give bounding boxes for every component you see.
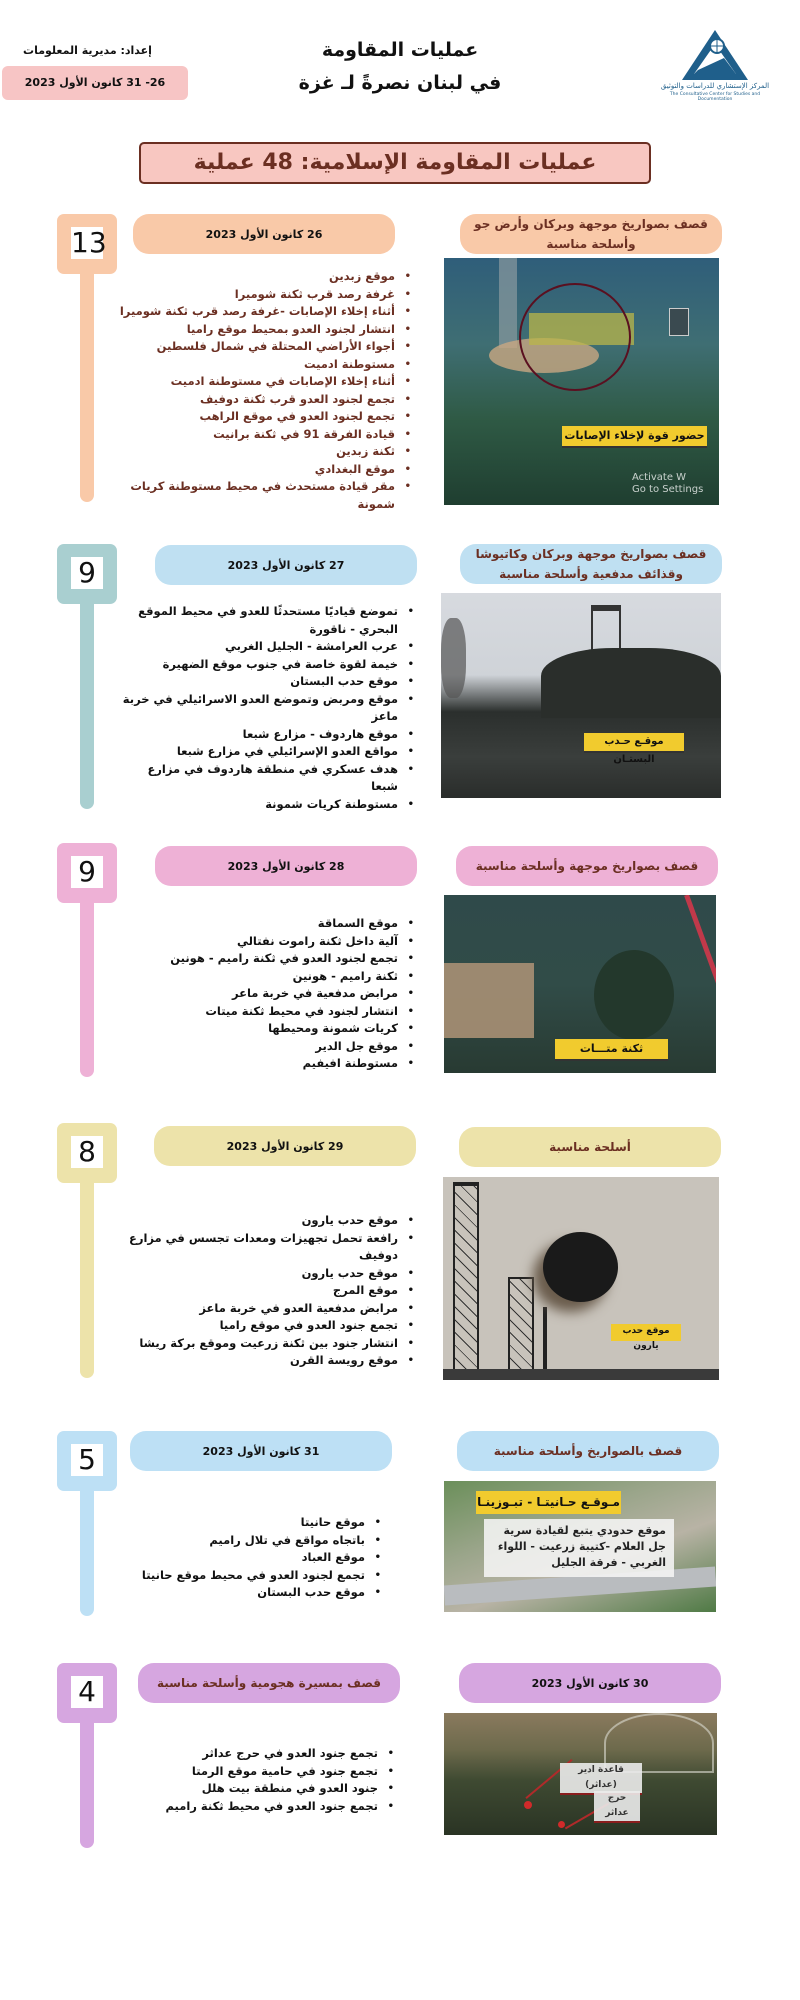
target-item: • أثناء إخلاء الإصابات -غرفة رصد قرب ثكنة شوميرا <box>100 303 415 321</box>
target-item: • موقع العباد <box>140 1549 385 1567</box>
timeline-stem <box>80 903 94 1077</box>
operation-photo <box>444 1481 716 1612</box>
weapons-pill: قصف بمسيرة هجومية وأسلحة مناسبة <box>138 1663 400 1703</box>
target-item: • خيمة لقوة خاصة في جنوب موقع الضهيرة <box>118 656 418 674</box>
target-item: • باتجاه مواقع في تلال راميم <box>140 1532 385 1550</box>
target-item: • آلية داخل ثكنة راموت نفتالي <box>110 933 418 951</box>
weapons-pill: قصف بصواريخ موجهة وبركان وكاتيوشا وقذائف مدفعية وأسلحة مناسبة <box>460 544 722 584</box>
operations-count: 9 <box>71 856 103 888</box>
date-pill: 27 كانون الأول 2023 <box>155 545 417 585</box>
target-item: • تجمع لجنود العدو قرب ثكنة دوفيف <box>100 391 415 409</box>
logo-emblem-icon <box>680 28 750 82</box>
target-item: • مستوطنة افيفيم <box>110 1055 418 1073</box>
date-pill: 30 كانون الأول 2023 <box>459 1663 721 1703</box>
target-item: • موقع حانيتا <box>140 1514 385 1532</box>
timeline-stem <box>80 274 94 502</box>
day-section <box>0 1660 800 1860</box>
photo-description: موقع حدودي يتبع لقيادة سرية جل العلام -كتيبة زرعيت - اللواء الغربي - فرقة الجليل <box>484 1519 674 1577</box>
target-item: • تجمع جنود في حامية موقع الرمتا <box>160 1763 398 1781</box>
target-item: • تجمع جنود العدو في حرج عداثر <box>160 1745 398 1763</box>
weapons-pill: قصف بصواريخ موجهة وبركان وأرض جو وأسلحة مناسبة <box>460 214 722 254</box>
title-line-1: عمليات المقاومة <box>321 39 479 61</box>
watermark-text <box>632 472 703 496</box>
target-item: • موقع السماقة <box>110 915 418 933</box>
operations-count-card <box>57 1431 117 1491</box>
target-item: • جنود العدو في منطقة بيت هلل <box>160 1780 398 1798</box>
operations-count: 4 <box>71 1676 103 1708</box>
operations-count-card <box>57 214 117 274</box>
target-item: • ثكنة زبدين <box>100 443 415 461</box>
targets-list <box>160 1745 398 1815</box>
target-item: • موقع حدب البستان <box>118 673 418 691</box>
map-label: حرج عداثر <box>594 1791 640 1823</box>
prepared-by: إعداد: مديرية المعلومات <box>23 44 152 57</box>
timeline-stem <box>80 1723 94 1848</box>
day-section <box>0 210 800 520</box>
operations-count-card <box>57 1123 117 1183</box>
target-item: • موقع ومربض وتموضع العدو الاسرائيلي في خربة ماعز <box>118 691 418 726</box>
weapons-pill: أسلحة مناسبة <box>459 1127 721 1167</box>
operation-photo <box>441 593 721 798</box>
day-section <box>0 1123 800 1393</box>
photo-caption: موقع حدب يارون <box>611 1324 681 1341</box>
logo-text-ar: المركز الإستشاري للدراسات والتوثيق <box>660 82 770 90</box>
watermark-line-2: Go to Settings <box>632 484 704 495</box>
target-item: • تجمع لجنود العدو في ثكنة راميم - هونين <box>110 950 418 968</box>
target-item: • قيادة الفرقة 91 في ثكنة برانيت <box>100 426 415 444</box>
targets-list <box>118 1212 418 1370</box>
target-item: • موقع جل الدير <box>110 1038 418 1056</box>
operations-count-card <box>57 843 117 903</box>
target-item: • موقع رويسة القرن <box>118 1352 418 1370</box>
target-item: • تجمع لجنود العدو في موقع الراهب <box>100 408 415 426</box>
date-pill: 28 كانون الأول 2023 <box>155 846 417 886</box>
target-item: • غرفة رصد قرب ثكنة شوميرا <box>100 286 415 304</box>
target-item: • مرابض مدفعية في خربة ماعر <box>110 985 418 1003</box>
day-section <box>0 540 800 820</box>
target-item: • مرابض مدفعية العدو في خربة ماعز <box>118 1300 418 1318</box>
photo-caption: حضور قوة لإخلاء الإصابات <box>562 426 707 448</box>
target-item: • موقع هاردوف - مزارع شبعا <box>118 726 418 744</box>
highlight-circle <box>519 283 631 391</box>
target-item: • رافعة تحمل تجهيزات ومعدات تجسس في مزارع دوفيف <box>118 1230 418 1265</box>
target-item: • أجواء الأراضي المحتلة في شمال فلسطين <box>100 338 415 356</box>
target-item: • انتشار لجنود في محيط ثكنة ميتات <box>110 1003 418 1021</box>
target-item: • أثناء إخلاء الإصابات في مستوطنة ادميت <box>100 373 415 391</box>
target-item: • موقع حدب البستان <box>140 1584 385 1602</box>
map-label: قاعدة ادير (عداثر) <box>560 1763 642 1795</box>
target-item: • موقع زبدين <box>100 268 415 286</box>
operation-photo <box>444 895 716 1073</box>
targets-list <box>118 603 418 813</box>
target-item: • تموضع قياديًا مستحدثًا للعدو في محيط الموقع البحري - ناقورة <box>118 603 418 638</box>
operation-map <box>444 1713 717 1835</box>
weapons-pill: قصف بصواريخ موجهة وأسلحة مناسبة <box>456 846 718 886</box>
weapons-pill: قصف بالصواريخ وأسلحة مناسبة <box>457 1431 719 1471</box>
target-item: • انتشار جنود بين ثكنة زرعيت وموقع بركة ريشا <box>118 1335 418 1353</box>
targets-list <box>140 1514 385 1602</box>
target-item: • ثكنة راميم - هونين <box>110 968 418 986</box>
target-item: • هدف عسكري في منطقة هاردوف في مزارع شبعا <box>118 761 418 796</box>
photo-caption: مـوقـع حـانيتـا - تبـوزينـا <box>476 1491 621 1514</box>
date-pill: 26 كانون الأول 2023 <box>133 214 395 254</box>
timeline-stem <box>80 1491 94 1616</box>
operations-count-card <box>57 1663 117 1723</box>
target-item: • موقع حدب يارون <box>118 1265 418 1283</box>
org-logo <box>660 28 770 104</box>
title-line-2: في لبنان نصرةً لـ غزة <box>298 72 502 94</box>
day-section <box>0 1428 800 1638</box>
target-item: • انتشار لجنود العدو بمحيط موقع راميا <box>100 321 415 339</box>
day-section <box>0 843 800 1093</box>
photo-caption: موقـع حـدب البستـان <box>584 733 684 753</box>
targets-list <box>100 268 415 513</box>
date-pill: 31 كانون الأول 2023 <box>130 1431 392 1471</box>
operations-count: 13 <box>71 226 107 259</box>
operation-photo <box>443 1177 719 1380</box>
logo-text-en: The Consultative Center for Studies and Documentation <box>669 92 761 102</box>
operations-count: 8 <box>71 1136 103 1168</box>
operations-total-banner: عمليات المقاومة الإسلامية: 48 عملية <box>139 142 651 184</box>
target-item: • مستوطنة كريات شمونة <box>118 796 418 814</box>
target-item: • مواقع العدو الإسرائيلي في مزارع شبعا <box>118 743 418 761</box>
operations-count: 9 <box>71 557 103 589</box>
target-item: • عرب العرامشة - الجليل الغربي <box>118 638 418 656</box>
target-item: • تجمع جنود العدو في موقع راميا <box>118 1317 418 1335</box>
target-item: • مستوطنة ادميت <box>100 356 415 374</box>
target-item: • كريات شمونة ومحيطها <box>110 1020 418 1038</box>
date-range-badge: 26- 31 كانون الأول 2023 <box>2 66 188 100</box>
date-pill: 29 كانون الأول 2023 <box>154 1126 416 1166</box>
target-item: • موقع حدب يارون <box>118 1212 418 1230</box>
timeline-stem <box>80 1183 94 1378</box>
target-item: • موقع البغدادي <box>100 461 415 479</box>
target-item: • مقر قيادة مستحدث في محيط مستوطنة كريات شمونة <box>100 478 415 513</box>
photo-caption: ثكنة متـــات <box>555 1039 668 1061</box>
timeline-stem <box>80 604 94 809</box>
target-item: • تجمع لجنود العدو في محيط موقع حانيتا <box>140 1567 385 1585</box>
operations-count: 5 <box>71 1444 103 1476</box>
target-item: • تجمع جنود العدو في محيط ثكنة راميم <box>160 1798 398 1816</box>
operation-photo <box>444 258 719 505</box>
watermark-line-1: Activate W <box>632 472 687 483</box>
target-item: • موقع المرج <box>118 1282 418 1300</box>
targets-list <box>110 915 418 1073</box>
page-title <box>250 34 550 100</box>
operations-count-card <box>57 544 117 604</box>
